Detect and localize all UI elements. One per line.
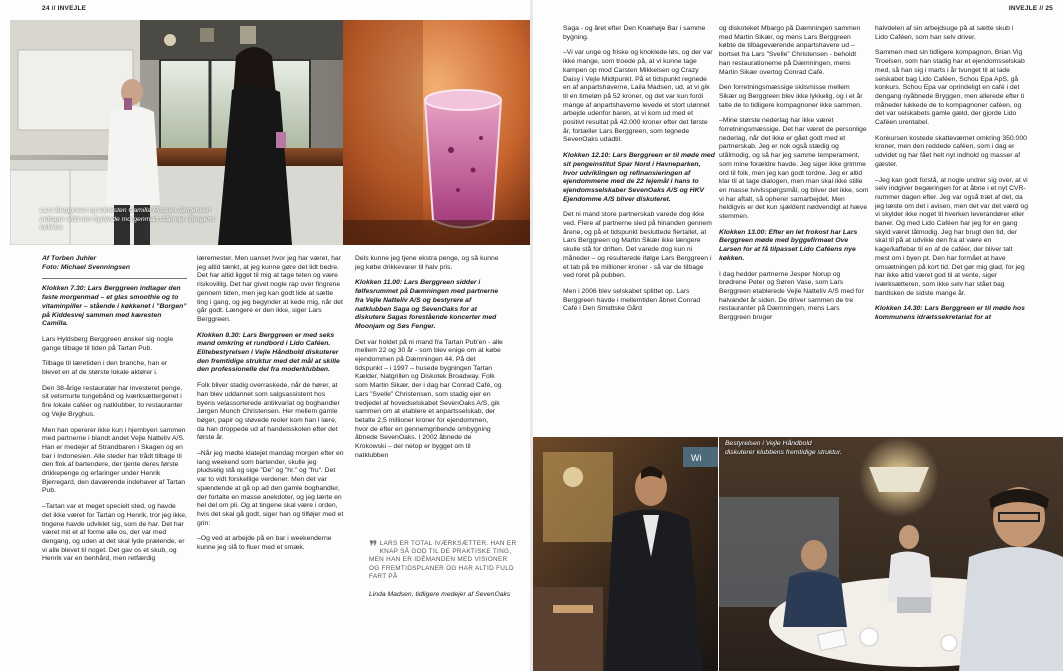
byline-author: Af Torben Juhler bbox=[42, 255, 97, 262]
article-column-1 bbox=[42, 255, 187, 665]
smoothie-photo bbox=[343, 20, 530, 245]
article-column-5 bbox=[719, 25, 869, 427]
byline-photographer: Foto: Michael Svenningsen bbox=[42, 263, 130, 271]
paragraph: –Vi var unge og friske og knoklede løs, og der var ikke mange, som troede på, at vi kunne tage kampen op mod Carsten Mikkelsen og Crazy Daisy i Vejle Midtpunkt. På et tidspunkt regnede en af anpartshaverne, Laila Madsen, ud, at vi gik til en timeløn på 52 kroner, og det var kun fordi mange af anpartshaverne levede et stort ulønnet arbejde udenfor baren, at vi kom ud med et positivt resultat på 42.000 kroner efter det første år, fortæller Lars Berggreen, som tegnede SevenOaks udadtil. bbox=[563, 49, 713, 144]
paragraph: –Og ved at arbejde på en bar i weekenderne kunne jeg slå to fluer med et smæk. bbox=[197, 535, 332, 552]
smoothie-photo-illustration bbox=[343, 20, 530, 245]
meeting-photo bbox=[719, 437, 1063, 671]
article-column-6 bbox=[875, 25, 1028, 427]
paragraph: Klokken 12.10: Lars Berggreen er til møde med sit pengeinstitut Spar Nord i Havneparken, hvor udviklingen og refinansieringen af ejendommene med de 22 lejemål i hans to ejendomsselskaber SevenOaks A/S og HKV Ejendomme A/S bliver diskuteret. bbox=[563, 152, 715, 203]
paragraph: Sammen med sin tidligere kompagnon, Brian Vig Troelsen, som han stadig har et ejendomsselskab med, så han sig i marts i år tvunget til at lade selskabet bag Lido Caféen, Schou Epa ApS, gå konkurs. Schou Epa var oprindeligt en café i det dengang nyåbnede Bryggen, men allerede efter ti måneder lukkede de to kompagnoner caféen, og det var selskabets gamle gæld, der gjorde Lido Caféen urentabel. bbox=[875, 49, 1025, 127]
quote-mark-icon: ❞ bbox=[369, 537, 378, 556]
kitchen-photo bbox=[10, 20, 343, 245]
byline-divider bbox=[42, 278, 187, 279]
pull-quote-text: LARS ER TOTAL IVÆRKSÆTTER. HAN ER KNAP SÅ GOD TIL DE PRAKTISKE TING, MEN HAN ER IDÉMANDEN MED VISIONER OG FREMTIDSPLANER OG HAR ALTID FULD FART PÅ bbox=[369, 540, 517, 580]
paragraph: Men i 2006 blev selskabet splittet op. Lars Berggreen havde i mellemtiden åbnet Conrad Café i Den Smidtske Gård bbox=[563, 287, 701, 313]
paragraph: –Når jeg mødte klatejet mandag morgen efter en lang weekend som bartender, skulle jeg pludselig stå og sige ”De” og ”hr.” og ”fru”. Det var to vidt forskellige verdener. Men det var spændende at gå op ad den gamle boghandler, der fortalte en masse anekdoter, og jeg lærte en hel del om pli. Og at tingene skal være i orden, hvis det skal gå godt, siger han og tilføjer med et grin: bbox=[197, 450, 344, 527]
paragraph: Dels kunne jeg tjene ekstra penge, og så kunne jeg købe drikkevarer til halv pris. bbox=[355, 255, 499, 271]
paragraph: Klokken 8.30: Lars Berggreen er med seks mand omkring et rundbord i Lido Caféen. Elitebestyrelsen i Vejle Håndbold diskuterer den fremtidige struktur med det mål at skille den professionelle del fra moderklubben. bbox=[197, 331, 340, 374]
pull-quote-attribution: Linda Madsen, tidligere medejer af SevenOaks bbox=[369, 591, 511, 599]
paragraph: Den 38-årige restauratør har investeret penge, sit velsmurte tungebånd og iværksættergenet i fire lokale caféer og natklubber, to restauranter og Vejle Bryghus. bbox=[42, 384, 183, 418]
paragraph: Tilbage til læretiden i den branche, han er blevet en af de største lokale aktører i. bbox=[42, 360, 168, 377]
paragraph: Den forretningsmæssige skilsmisse mellem Sikær og Berggreen blev ikke lykkelig, og i et år talte de to tidligere kompagnoner ikke sammen. bbox=[719, 84, 863, 109]
right-page bbox=[533, 0, 1063, 671]
paragraph: –Tartan var et meget specielt sted, og havde det ikke været for Tartan og Henrik, tror jeg ikke, tingene havde udviklet sig, som de har. Det har været mit et af forme alle os, der var med dengang, og uden at det skal lyde prælende, er vi alle blevet til noget. Det gav os et skub, og Henrik var en benhård, men retfærdig bbox=[42, 503, 187, 563]
article-column-4 bbox=[563, 25, 716, 427]
paragraph: Det ni mand store partnerskab varede dog ikke ved. Flere af partnerne sled på hinanden gennem årene, og på et tidspunkt besluttede flertallet, at Lars Berggreen og Martin Sikær ikke længere skulle stå for driften. Det varede dog kun ni måneder – og resulterede ifølge Lars Berggreen i et tab på tre millioner kroner - så var de tilbage ved roret på pubben. bbox=[563, 211, 712, 280]
byline bbox=[42, 255, 187, 272]
paragraph: Men han opererer ikke kun i hjembyen sammen med partnerne i blandt andet Vejle Nattelív A/S. Han er medejer af Strandbaren i Skagen og en bar i Indonesien. Alle steder har trådt tilbage til den flok af bartendere, der tjente deres første drikkepenge og erfaringer under Henrik Bjerregard, den daværende indehaver af Tartan Pub. bbox=[42, 426, 186, 495]
paragraph: –Jeg kan godt forstå, at nogle undrer sig over, at vi selv indgiver begæringen for at åbne i et nyt CVR-nummer dagen efter. Jeg var også træt af det, da jeg læste om det i avisen, men det var det værd og vi skylder ikke noget til hverken leverandører eller baner. Og med Lido Caféen har jeg for en gang skyld været tålmodig. Jeg har brugt den tid, der skal til på at udvikle den fra at være en kage/kaffebar til en af de caféer, der bliver talt mest om i byen pt. Den har formået at have omsætningen på kort tid. Det gør mig glad, for jeg har ikke altid været god til at vente, siger iværksætteren, som ikke selv har stået bag bardisken de sidste mange år. bbox=[875, 176, 1028, 297]
left-page bbox=[0, 0, 530, 671]
wifi-sign-icon: Wi bbox=[691, 453, 702, 463]
paragraph: Klokken 13.00: Efter en let frokost har Lars Berggreen møde med byggefirmaet Ove Larsen for at få tilpasset Lido Caféens nye køkken. bbox=[719, 228, 858, 262]
article-column-2 bbox=[197, 255, 345, 665]
paragraph: halvdelen af sin arbejdsuge på at sætte skub i Lido Caféen, som han selv driver. bbox=[875, 25, 1014, 41]
paragraph: Klokken 7.30: Lars Berggreen indtager den faste morgenmad – et glas smoothie og to vitaminpiller – stående i køkkenet i ”Borgen” på Kiddesvej sammen med kæresten Camilla. bbox=[42, 285, 187, 328]
paragraph: Klokken 11.00: Lars Berggreen sidder i følfesrummet på Dæmningen med partnerne fra Vejle Nattelív A/S og bestyrere af natklubben Saga og SevenOaks for at diskutere Sagas forestående koncerter med Moonjam og Søs Fenger. bbox=[355, 279, 499, 330]
meeting-photo-caption: Bestyrelsen i Vejle Håndbold diskuterer klubbens fremtidige struktur. bbox=[725, 440, 842, 456]
paragraph: I dag hedder partnerne Jesper Norup og brødrene Peter og Søren Vase, som Lars Berggreen etablerede Vejle Nattelív A/S med for halvandet år siden. De driver sammen de tre restauranter på Dæmningen, mens Lars Berggreen bruger bbox=[719, 270, 864, 322]
page-folio-right: INVEJLE // 25 bbox=[1008, 5, 1053, 12]
kitchen-photo-caption: Lars Berggreen og kæresten Camilla Rossen-Jørgensen indtager altid den flydende morgenmad stående i Borgens køkken. bbox=[40, 207, 215, 231]
paragraph: –Mine største nederlag har ikke været forretningsmæssige. Det har været de personlige nederlag, når det ikke er gået godt med et partnerskab. Jeg er nok også stædig og utålmodig, og så har jeg samme temperament, som mine forældre havde. Jeg siger ikke grimme ord til folk, men jeg kan godt tordne. Jeg er altid klar til at tage dialogen, men man skal ikke stille en masse tvivlsspørgsmål, og bliver det ikke, som vi har aftalt, så opherer samarbejdet. Men heldigvis er det kun sjældent nødvendigt at hæve stemmen. bbox=[719, 117, 869, 221]
bar-photo bbox=[533, 437, 718, 671]
bar-photo-illustration bbox=[533, 437, 718, 671]
paragraph: Saga - og året efter Den Knæhøje Bar i samme bygning. bbox=[563, 25, 706, 41]
article-column-3 bbox=[355, 255, 503, 527]
paragraph: Det var holdet på ni mand fra Tartan Pub'en - alle mellem 22 og 30 år - som blev enige om at købe ejendommen på Dæmningen 44. På det tidspunkt – i 1997 – husede bygningen Tartan Kælder, Natgrillen og Diskotek Broadway. Folk som Martin Sikær, der i dag har Conrad Café, og Lars ”Svelle” Christensen, som stadig ejer en tredjedel af hovedselskabet SevenOaks A/S, gik sammen om at etablere et anpartsselskab, der betalte 2,5 millioner kroner for ejendommen, hvor de efter en gennemgribende ombygning åbnede SevenOaks. I 2002 åbnede de Krokowski – der netop er bygget om til natklubben bbox=[355, 338, 503, 459]
page-folio-left: 24 // INVEJLE bbox=[42, 5, 87, 12]
paragraph: læremester. Men uanset hvor jeg har været, har jeg altid tænkt, at jeg kunne gøre det lidt bedre. Det har altid ligget til mig at tage teten og være risikovillig. Det har givet nogle rap over fingrene gennem tiden, men jeg kan godt lide at sætte ting i gang, og jeg begynder at kede mig, når det går godt. Længere er den ikke, siger Lars Berggreen. bbox=[197, 255, 343, 323]
meeting-photo-illustration bbox=[719, 437, 1063, 671]
paragraph: Konkursen kostede skatteværnet omkring 350.000 kroner, men den reddede caféen, som i dag er udvidet og har fået helt nyt indhold og masser af gæster. bbox=[875, 134, 1027, 168]
paragraph: og diskoteket Mbargo på Dæmningen sammen med Martin Sikær, og mens Lars Berggreen købte de tilbageværende anpartshavere ud – bortset fra Lars ”Svelle” Christensen - beholdt han restaurationerne på Dæmningen, mens Martin Sikær overtog Conrad Café. bbox=[719, 25, 861, 76]
paragraph: Lars Hyldsberg Berggreen ønsker sig nogle gange tilbage til tiden på Tartan Pub. bbox=[42, 335, 174, 352]
paragraph: Folk bliver stadig overraskede, når de hører, at han blev uddannet som salgsassistent hos byens velassorterede antikvariat og boghandler Jørgen Munch Christensen. Her mellem gamle bøger, papir og støvede reoler kom han i lære, da han droppede ud af handelsskolen efter det første år. bbox=[197, 382, 340, 442]
pull-quote bbox=[369, 537, 519, 600]
paragraph: Klokken 14.30: Lars Berggreen er til møde hos kommunens idrætssekretariat for at bbox=[875, 305, 1025, 322]
